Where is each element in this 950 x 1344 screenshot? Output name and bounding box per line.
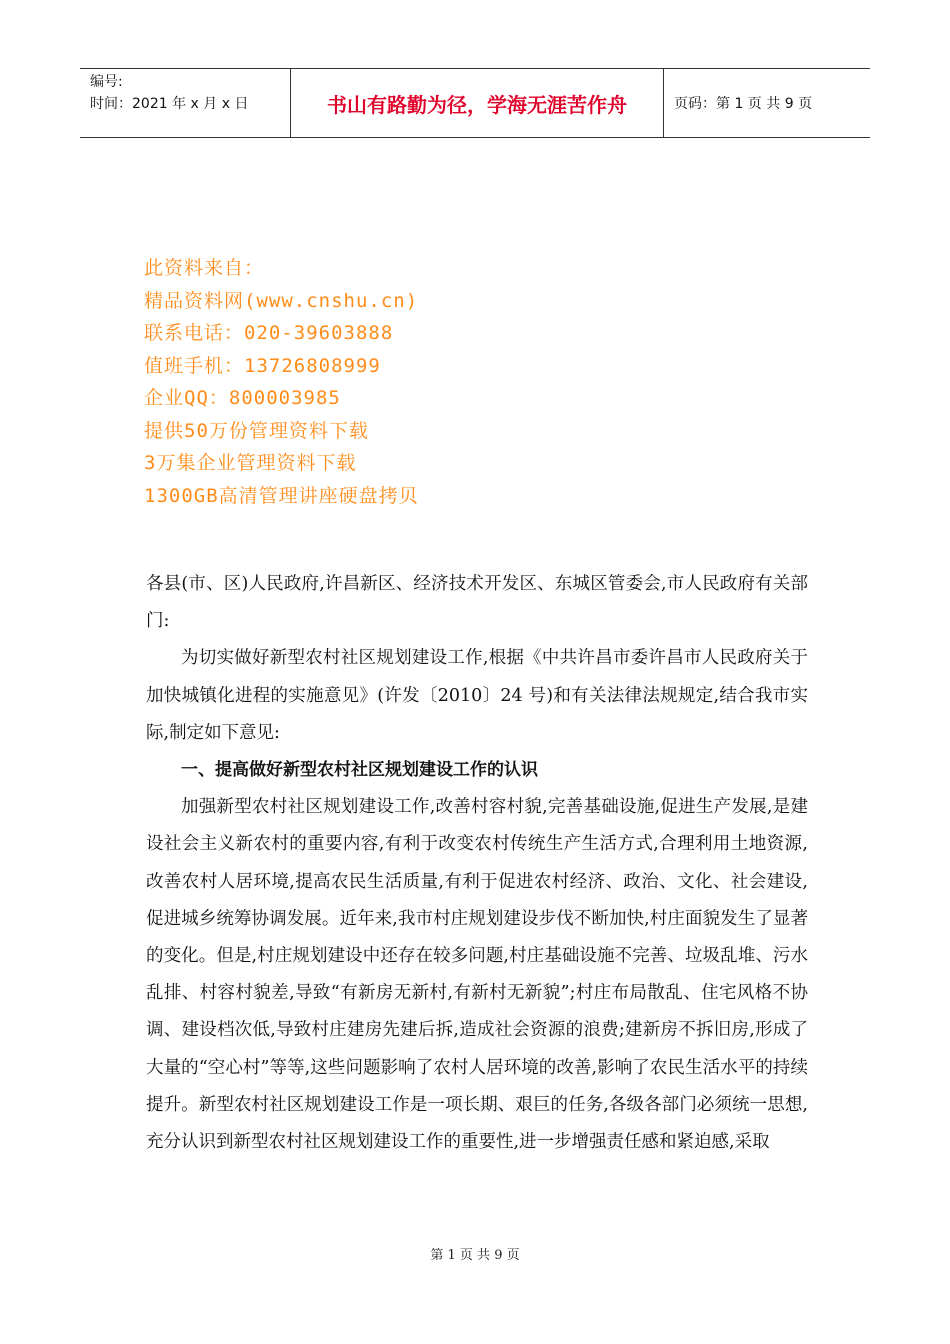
- page-footer: 第 1 页 共 9 页: [430, 1248, 520, 1263]
- promo-line: 1300GB高清管理讲座硬盘拷贝: [144, 484, 419, 507]
- header-page-info: 页码：第 1 页 共 9 页: [674, 96, 813, 112]
- intro-paragraph: 为切实做好新型农村社区规划建设工作,根据《中共许昌市委许昌市人民政府关于加快城镇化进程的实施意见》(许发〔2010〕24 号)和有关法律法规规定,结合我市实际,制定如下意见:: [146, 648, 808, 743]
- promo-line: 此资料来自：: [144, 257, 265, 279]
- promo-block: [144, 252, 419, 512]
- promo-line: 3万集企业管理资料下载: [144, 452, 357, 474]
- promo-website: 精品资料网(www.cnshu.cn): [144, 289, 419, 312]
- date-label: 时间：2021 年 x 月 x 日: [90, 96, 249, 112]
- section-heading: 一、提高做好新型农村社区规划建设工作的认识: [181, 760, 538, 781]
- salutation: 各县(市、区)人民政府,许昌新区、经济技术开发区、东城区管委会,市人民政府有关部门:: [146, 574, 808, 632]
- promo-mobile: 值班手机：13726808999: [144, 354, 381, 377]
- promo-line: 提供50万份管理资料下载: [144, 419, 369, 442]
- header-meta-cell: [80, 69, 291, 137]
- document-body: [146, 566, 808, 1161]
- body-paragraph: 加强新型农村社区规划建设工作,改善村容村貌,完善基础设施,促进生产发展,是建设社会主义新农村的重要内容,有利于改变农村传统生产生活方式,合理利用土地资源,改善农村人居环境,提高农民生活质量,有利于促进农村经济、政治、文化、社会建设,促进城乡统筹协调发展。近年来,我市村庄规划建设步伐不断加快,村庄面貌发生了显著的变化。但是,村庄规划建设中还存在较多问题,村庄基础设施不完善、垃圾乱堆、污水乱排、村容村貌差,导致“有新房无新村,有新村无新貌”;村庄布局散乱、住宅风格不协调、建设档次低,导致村庄建房先建后拆,造成社会资源的浪费;建新房不拆旧房,形成了大量的“空心村”等等,这些问题影响了农村人居环境的改善,影响了农民生活水平的持续提升。新型农村社区规划建设工作是一项长期、艰巨的任务,各级各部门必须统一思想,充分认识到新型农村社区规划建设工作的重要性,进一步增强责任感和紧迫感,采取: [146, 797, 808, 1153]
- promo-qq: 企业QQ：800003985: [144, 387, 341, 409]
- promo-phone: 联系电话：020-39603888: [144, 322, 394, 344]
- document-header-table: [80, 68, 870, 138]
- header-motto: 书山有路勤为径，学海无涯苦作舟: [291, 69, 664, 137]
- serial-number-label: 编号:: [90, 74, 123, 90]
